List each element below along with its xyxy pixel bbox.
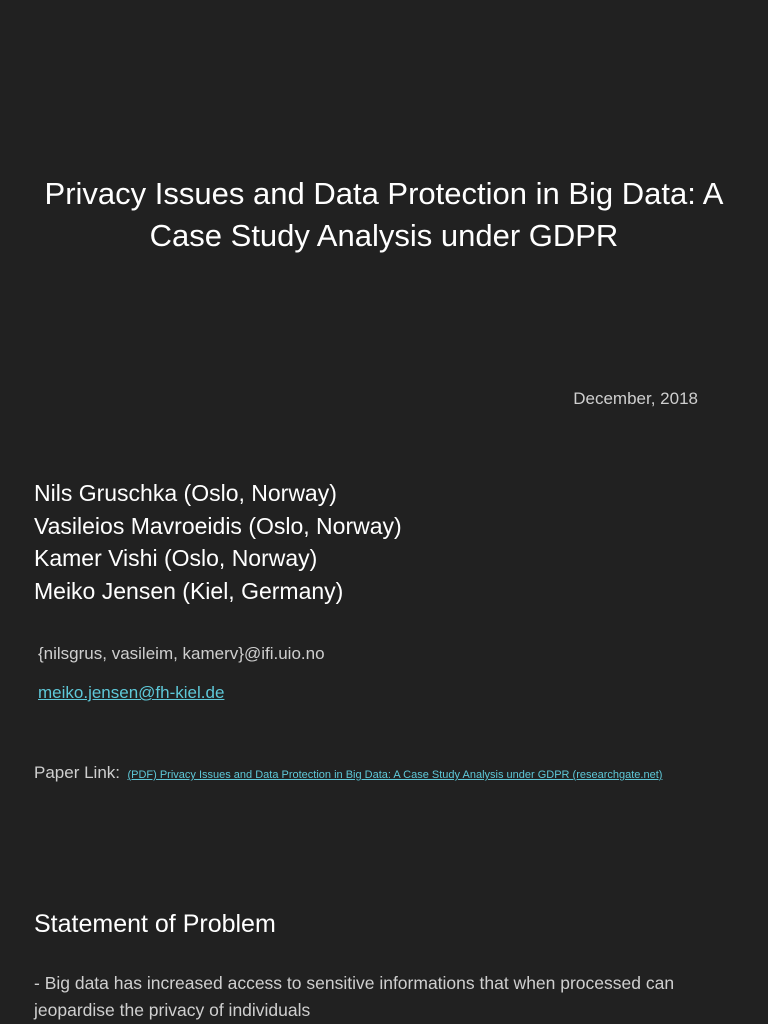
publication-date: December, 2018: [573, 389, 698, 408]
email-link[interactable]: meiko.jensen@fh-kiel.de: [38, 683, 225, 702]
author-item: Meiko Jensen (Kiel, Germany): [34, 577, 344, 604]
author-list: [34, 477, 402, 607]
paper-link-label: Paper Link:: [34, 763, 120, 782]
group-email: {nilsgrus, vasileim, kamerv}@ifi.uio.no: [38, 644, 325, 663]
document-title: Privacy Issues and Data Protection in Big Data: A Case Study Analysis under GDPR: [44, 176, 724, 253]
paper-link[interactable]: (PDF) Privacy Issues and Data Protection in Big Data: A Case Study Analysis under GDPR (researchgate.net): [127, 769, 663, 781]
section-heading: Statement of Problem: [34, 910, 276, 938]
author-item: Vasileios Mavroeidis (Oslo, Norway): [34, 512, 402, 539]
paper-link-row: [34, 763, 662, 783]
author-item: Kamer Vishi (Oslo, Norway): [34, 545, 318, 571]
section-body: - Big data has increased access to sensitive informations that when processed can jeopardise the privacy of individuals: [34, 973, 675, 1020]
author-item: Nils Gruschka (Oslo, Norway): [34, 480, 337, 506]
